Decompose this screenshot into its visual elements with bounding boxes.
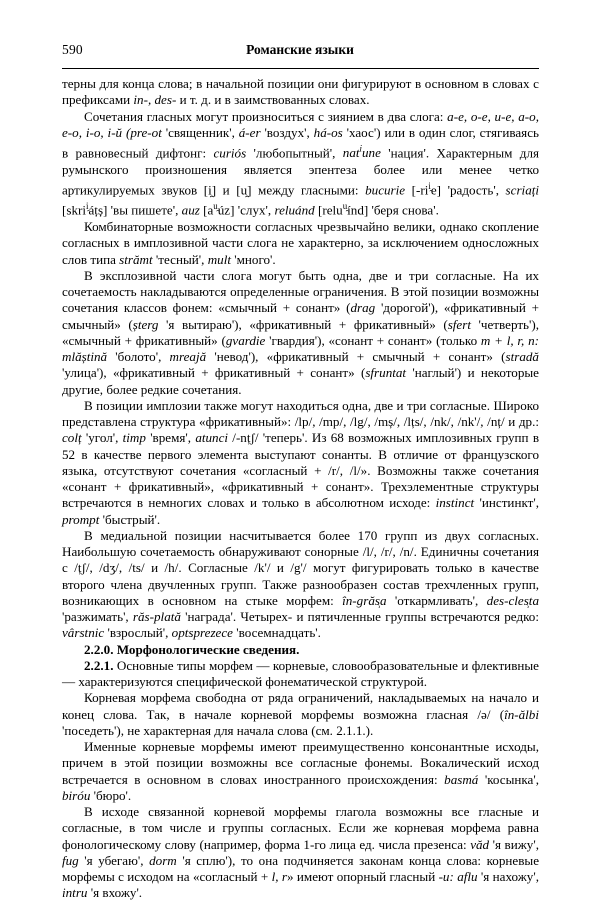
paragraph: Корневая морфема свободна от ряда ограничений, накладываемых на начало и конец слова. Так, в начале корневой морфемы возможна гласная /ə/ (în-ălbi 'поседеть'), не характерная для начала слова (см. 2.1.1.).: [62, 690, 539, 738]
page-number: 590: [62, 42, 83, 57]
paragraph: Комбинаторные возможности согласных чрезвычайно велики, однако скопление согласных в имплозивной части слога не характерно, за исключением односложных слов типа strămt 'тесный', mult 'много'.: [62, 219, 539, 267]
paragraph: 2.2.1. Основные типы морфем — корневые, словообразовательные и флективные — характеризуются специфической фонематической структурой.: [62, 657, 539, 690]
paragraph: Именные корневые морфемы имеют преимущественно консонантные исходы, причем в этой позиции возможны все согласные фонемы. Вокалический исход встречается в основном в словах иностранного происхождения: basmá 'косынка', biróu 'бюро'.: [62, 739, 539, 803]
running-title: Романские языки: [246, 42, 354, 57]
paragraph: В исходе связанной корневой морфемы глагола возможны все гласные и согласные, в том числе и группы согласных. Если же корневая морфема равна фонологическому слову (например, форма 1-го лица ед. числа презенса: văd 'я вижу', fug 'я убегаю', dorm 'я сплю'), то она подчиняется законам конца слова: корневые морфемы с исходом на «согласный + l, r» имеют опорный гласный -u: aflu 'я нахожу', intru 'я вхожу'.: [62, 804, 540, 901]
header-divider: [62, 68, 539, 69]
section-heading: 2.2.0. Морфонологические сведения.: [84, 641, 300, 657]
body-text: [62, 76, 539, 902]
paragraph: Сочетания гласных могут произноситься с зиянием в два слога: a-e, o-e, и-e, a-o, e-o, i-o, i-ŭ (pre-ot 'священник', á-er 'воздух', há-os 'хаос') или в один слог, стягиваясь в равновесный дифтонг: curiós 'любопытный', nat$^i$une 'нация'. Характерным для румынского произношения является эпентеза более или менее четко артикулируемых звуков [i̯] и [u̯] между гласными: bucurie $[-ri^{i̯}e]$ 'радость', scriați [skri$^{i̯}$áțș] 'вы пишете', auz $[a^{u̯}úz]$ 'слух', reluánd [relu$^{u̯}$índ] 'беря снова'.: [62, 108, 540, 218]
page-header: [62, 42, 538, 60]
paragraph: В позиции имплозии также могут находиться одна, две и три согласные. Широко представлена структура «фрикативный»: /lp/, /mp/, /lg/, /mș/, /lțs/, /nk/, /nk'/, /nț/ и др.: colț 'угол', timp 'время', atunci /-nțʃ/ 'теперь'. Из 68 возможных имплозивных групп в 52 в качестве первого элемента выступают сонанты. В отличие от французского языка, отсутствуют сочетания «согласный + /r/, /l/». Возможны также сочетания «сонант + фрикативный», «фрикативный + сонант». Трехэлементные структуры встречаются в немногих словах и только в абсолютном исходе: instinct 'инстинкт', prompt 'быстрый'.: [62, 397, 539, 527]
paragraph: В медиальной позиции насчитывается более 170 групп из двух согласных. Наибольшую сочетаемость обнаруживают сонорные /l/, /r/, /n/. Единичны сочетания с /țʃ/, /dʒ/, /ts/ и /h/. Согласные /k'/ и /g'/ могут фигурировать только в качестве второго члена двучленных групп. Также разнообразен состав трехчленных групп, возникающих в основном на стыке морфем: în-grăs̹a 'откармливать', des-cles̹ta 'разжимать', răs-plată 'награда'. Четырех- и пятичленные группы встречаются редко: vârstnic 'взрослый', optsprezece 'восемнадцать'.: [62, 527, 539, 641]
paragraph: В эксплозивной части слога могут быть одна, две и три согласные. На их сочетаемость накладываются определенные ограничения. В этой позиции возможны сочетания классов фонем: «смычный + сонант» (drag 'дорогой'), «фрикативный + смычный» (șterg 'я вытираю'), «фрикативный + фрикативный» (sfert 'четверть'), «смычный + фрикативный» (gvardie 'гвардия'), «сонант + сонант» (только m + l, r, n: mlăștină 'болото', mreajă 'невод'), «фрикативный + смычный + сонант» (stradă 'улица'), «фрикативный + фрикативный + сонант» (sfruntat 'наглый') и некоторые другие, более редкие сочетания.: [62, 267, 540, 397]
paragraph: терны для конца слова; в начальной позиции они фигурируют в основном в словах с префиксами in-, des- и т. д. и в заимствованных словах.: [62, 76, 539, 108]
